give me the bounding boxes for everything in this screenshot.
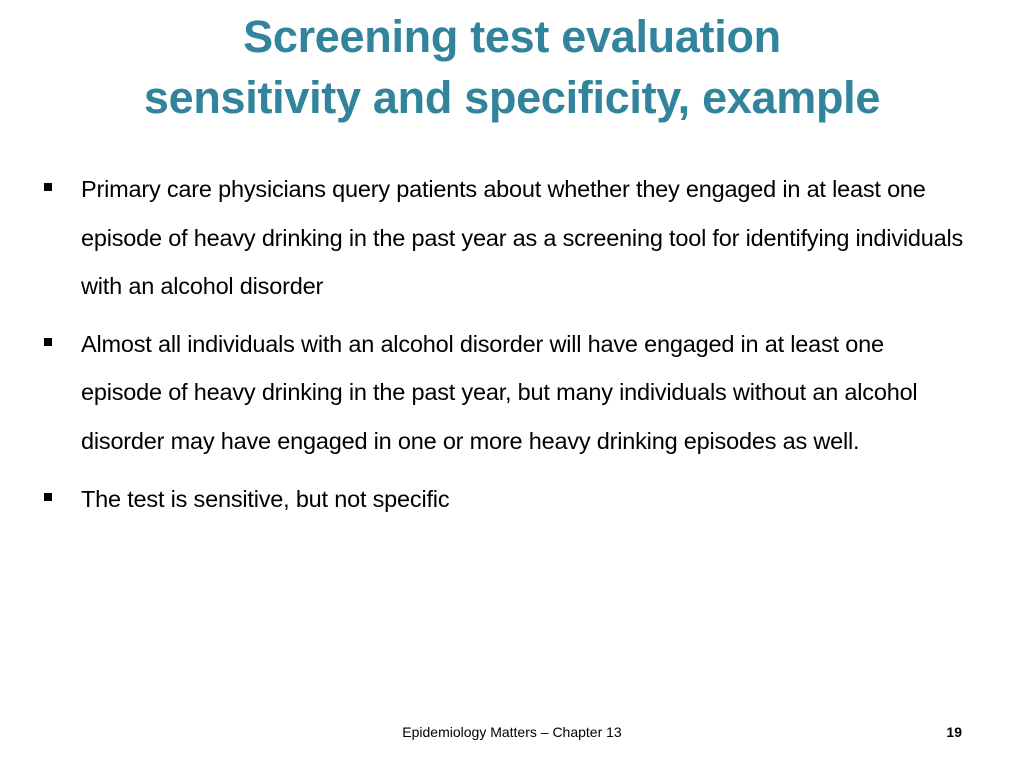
footer-text: Epidemiology Matters – Chapter 13 bbox=[402, 724, 622, 740]
bullet-item bbox=[40, 475, 970, 524]
slide-title-line-1: Screening test evaluation bbox=[243, 11, 781, 62]
bullet-list bbox=[40, 165, 970, 532]
page-number: 19 bbox=[946, 724, 962, 740]
bullet-text: The test is sensitive, but not specific bbox=[81, 485, 450, 512]
bullet-item bbox=[40, 320, 970, 466]
square-bullet-icon bbox=[44, 338, 52, 346]
bullet-item bbox=[40, 165, 970, 311]
square-bullet-icon bbox=[44, 493, 52, 501]
slide-title bbox=[40, 6, 984, 128]
bullet-text: Almost all individuals with an alcohol disorder will have engaged in at least one episode of heavy drinking in the past year, but many individuals without an alcohol disorder may have engaged in one or more heavy drinking episodes as well. bbox=[81, 330, 918, 454]
bullet-text: Primary care physicians query patients about whether they engaged in at least one episode of heavy drinking in the past year as a screening tool for identifying individuals with an alcohol disorder bbox=[81, 176, 964, 300]
slide-title-line-2: sensitivity and specificity, example bbox=[143, 72, 881, 123]
square-bullet-icon bbox=[44, 183, 52, 191]
